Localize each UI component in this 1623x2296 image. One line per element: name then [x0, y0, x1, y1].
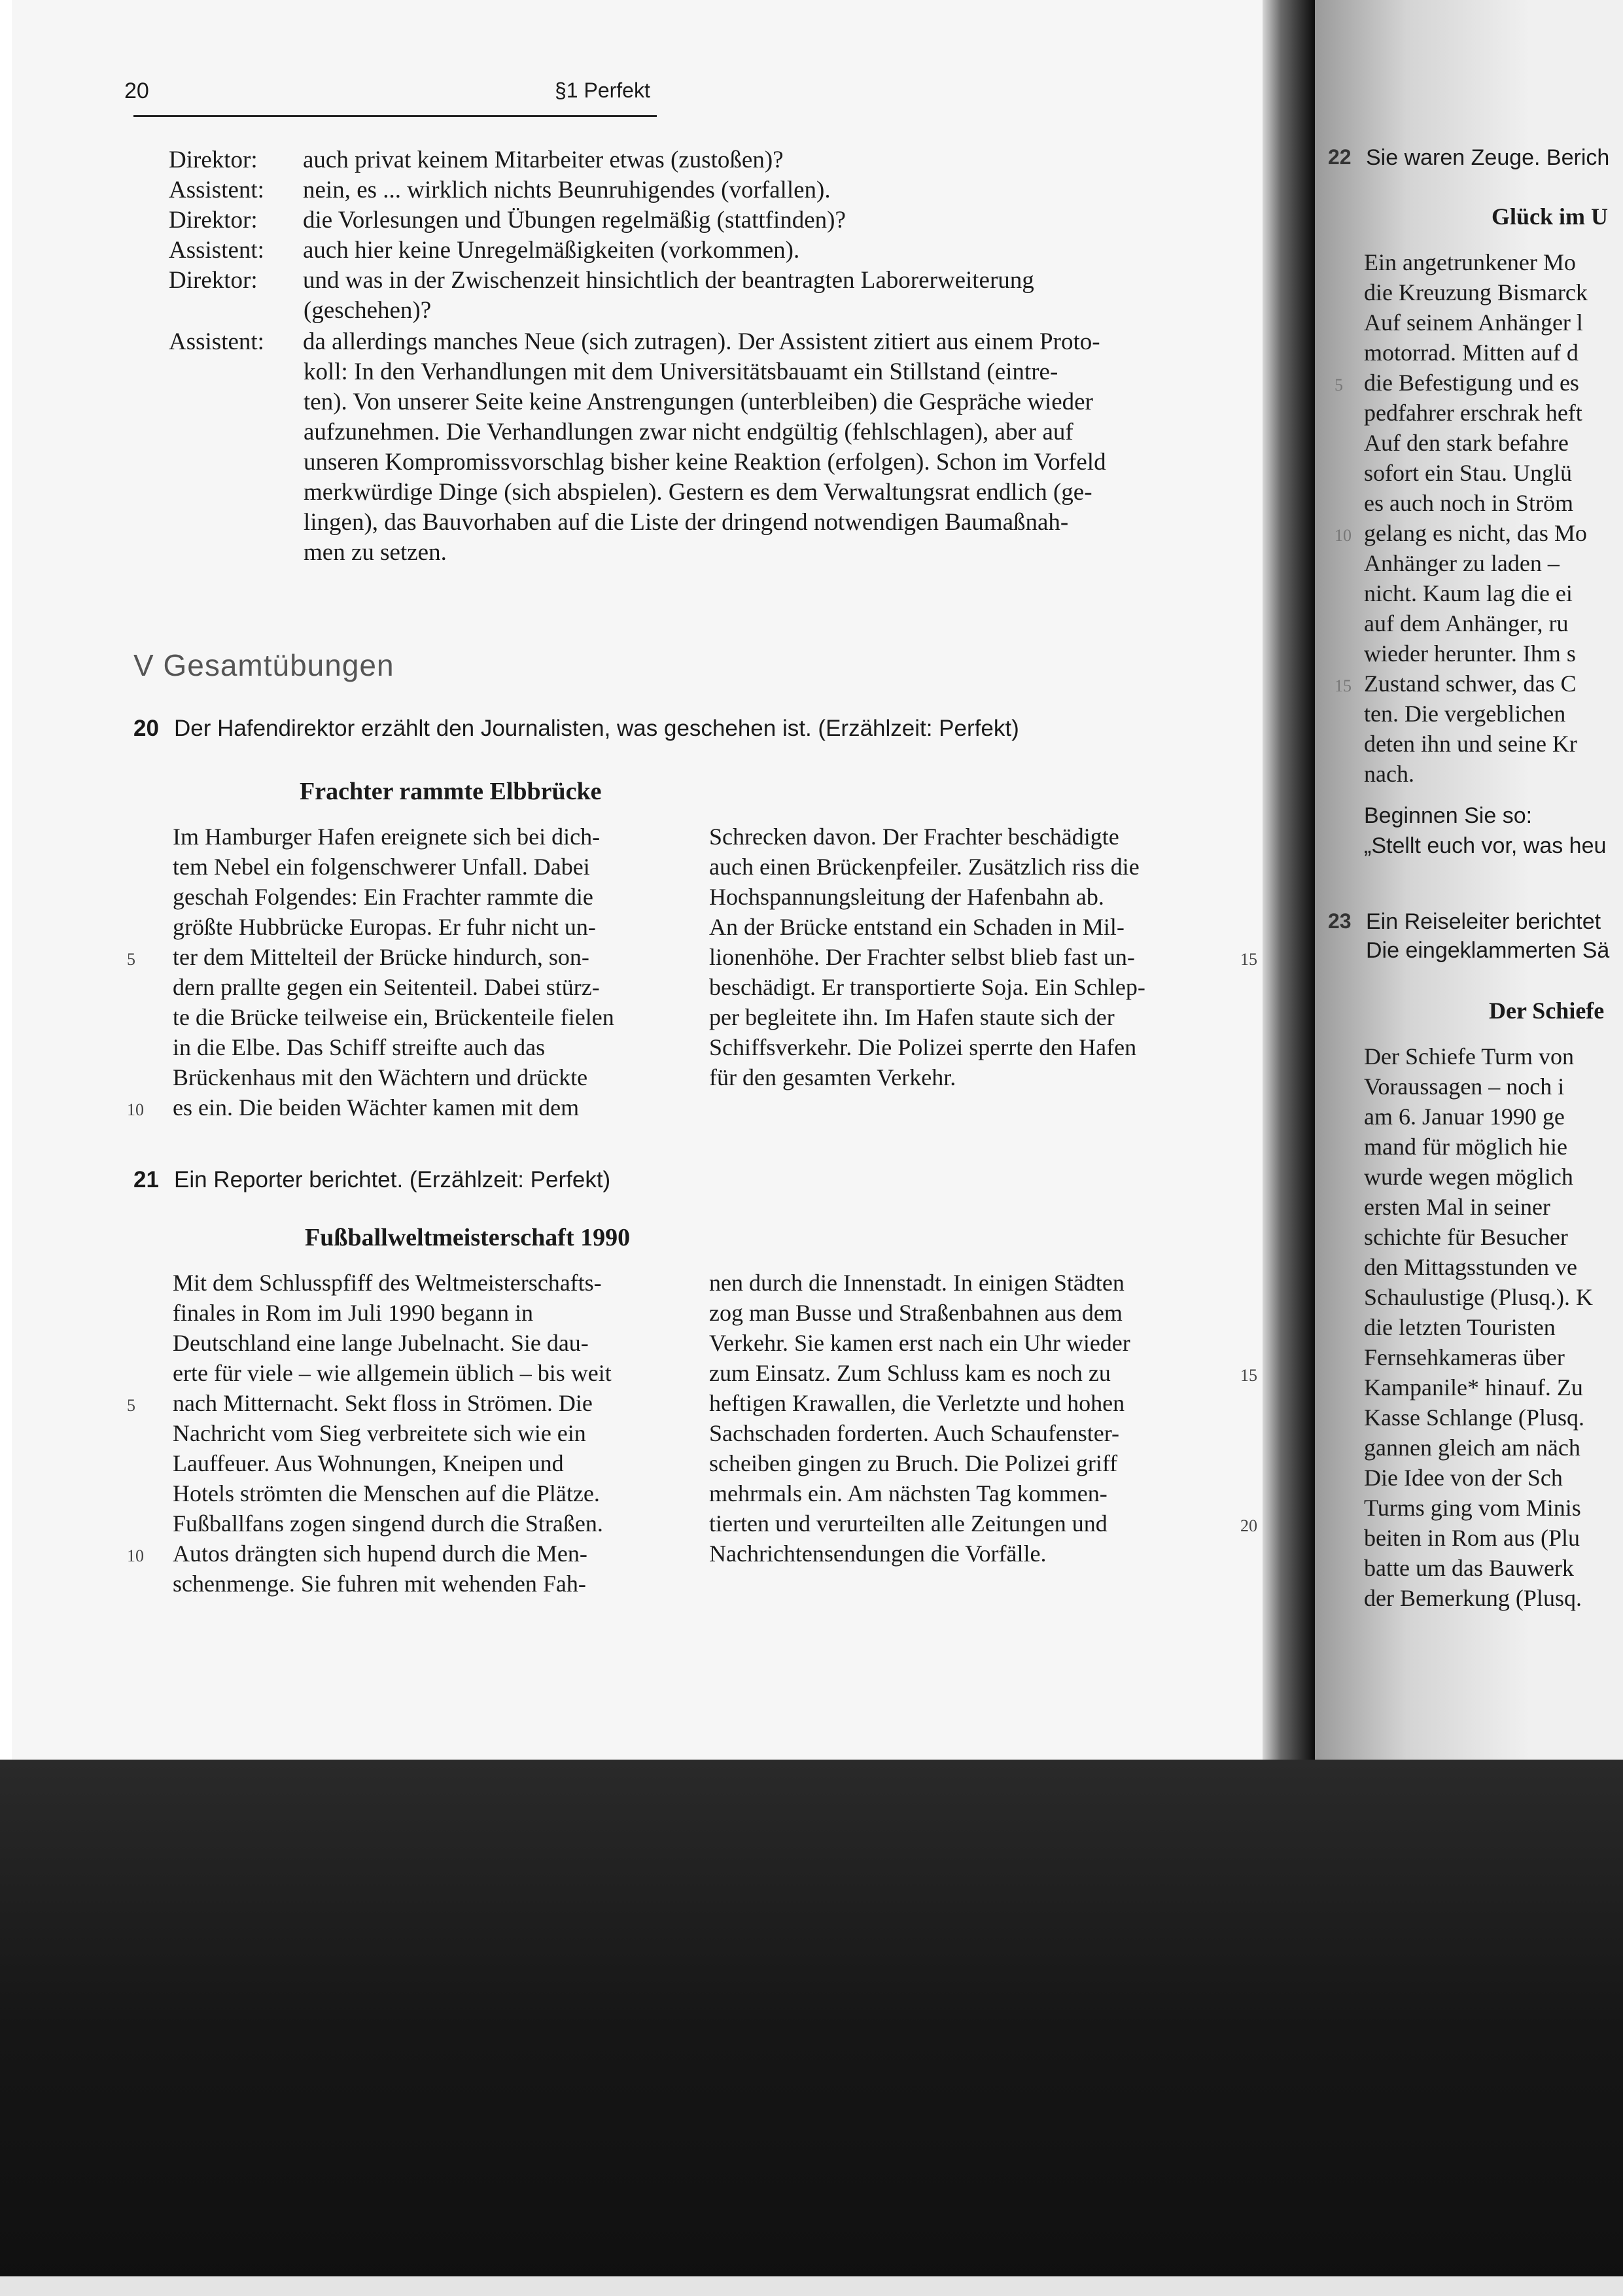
- dialog-text: da allerdings manches Neue (sich zutragen). Der Assistent zitiert aus einem Proto-: [303, 328, 1100, 355]
- dialog-continuation: lingen), das Bauvorhaben auf die Liste der dringend notwendigen Baumaßnah-: [304, 509, 1069, 536]
- story-title: Fußballweltmeisterschaft 1990: [305, 1224, 631, 1251]
- line-number: 15: [1335, 676, 1352, 695]
- dialog-text: auch hier keine Unregelmäßigkeiten (vorkommen).: [303, 237, 800, 264]
- text-line: für den gesamten Verkehr.: [709, 1064, 956, 1090]
- text-line: auch einen Brückenpfeiler. Zusätzlich riss die: [709, 854, 1140, 880]
- text-line: tierten und verurteilten alle Zeitungen und: [709, 1510, 1108, 1537]
- dialog-text: und was in der Zwischenzeit hinsichtlich der beantragten Laborerweiterung: [303, 267, 1034, 294]
- exercise-number: 21: [133, 1167, 159, 1192]
- exercise-instruction: Ein Reiseleiter berichtet: [1366, 909, 1601, 934]
- text-line: Nachricht vom Sieg verbreitete sich wie ein: [173, 1420, 586, 1446]
- exercise-number: 22: [1328, 145, 1352, 169]
- text-line: lionenhöhe. Der Frachter selbst blieb fast un-: [709, 944, 1135, 970]
- text-line: gelang es nicht, das Mo: [1364, 520, 1587, 546]
- text-line: per begleitete ihn. Im Hafen staute sich der: [709, 1004, 1115, 1030]
- text-line: pedfahrer erschrak heft: [1364, 400, 1582, 426]
- text-line: Der Schiefe Turm von: [1364, 1043, 1574, 1070]
- text-line: Hochspannungsleitung der Hafenbahn ab.: [709, 884, 1104, 910]
- text-line: tem Nebel ein folgenschwerer Unfall. Dabei: [173, 854, 590, 880]
- text-line: Zustand schwer, das C: [1364, 670, 1577, 697]
- speaker-label: Direktor:: [169, 147, 258, 173]
- story-title: Glück im U: [1492, 203, 1609, 230]
- text-line: Schiffsverkehr. Die Polizei sperrte den Hafen: [709, 1034, 1137, 1060]
- dialog-continuation: ten). Von unserer Seite keine Anstrengungen (unterbleiben) die Gespräche wieder: [304, 389, 1093, 415]
- text-line: gannen gleich am näch: [1364, 1435, 1580, 1461]
- text-line: beschädigt. Er transportierte Soja. Ein Schlep-: [709, 974, 1145, 1000]
- text-line: Verkehr. Sie kamen erst nach ein Uhr wieder: [709, 1330, 1130, 1356]
- text-line: nach.: [1364, 761, 1414, 787]
- text-line: nicht. Kaum lag die ei: [1364, 580, 1573, 606]
- text-line: Fußballfans zogen singend durch die Straßen.: [173, 1510, 603, 1537]
- dialog-line: [169, 145, 784, 175]
- dialog-continuation: unseren Kompromissvorschlag bisher keine Reaktion (erfolgen). Schon im Vorfeld: [304, 449, 1106, 476]
- text-line: beiten in Rom aus (Plu: [1364, 1525, 1580, 1551]
- dialog-text: auch privat keinem Mitarbeiter etwas (zustoßen)?: [303, 147, 784, 173]
- text-line: ten. Die vergeblichen: [1364, 701, 1566, 727]
- begin-text: „Stellt euch vor, was heu: [1364, 833, 1607, 858]
- text-line: scheiben gingen zu Bruch. Die Polizei griff: [709, 1450, 1118, 1476]
- speaker-label: Direktor:: [169, 207, 258, 234]
- text-line: in die Elbe. Das Schiff streifte auch das: [173, 1034, 546, 1060]
- line-number: 15: [1240, 1366, 1257, 1385]
- speaker-label: Assistent:: [169, 328, 264, 355]
- exercise-instruction: Ein Reporter berichtet. (Erzählzeit: Perfekt): [174, 1167, 611, 1192]
- text-line: ter dem Mittelteil der Brücke hindurch, son-: [173, 944, 589, 970]
- text-line: erte für viele – wie allgemein üblich – bis weit: [173, 1360, 612, 1386]
- speaker-label: Assistent:: [169, 177, 264, 203]
- section-heading: V Gesamtübungen: [133, 648, 394, 682]
- text-line: nach Mitternacht. Sekt floss in Strömen. Die: [173, 1390, 593, 1416]
- dialog-continuation: aufzunehmen. Die Verhandlungen zwar nicht endgültig (fehlschlagen), aber auf: [304, 419, 1073, 445]
- text-line: Kampanile* hinauf. Zu: [1364, 1374, 1583, 1400]
- text-line: motorrad. Mitten auf d: [1364, 339, 1579, 366]
- exercise-number: 23: [1328, 909, 1352, 933]
- exercise-instruction: Sie waren Zeuge. Berich: [1366, 145, 1610, 170]
- text-line: An der Brücke entstand ein Schaden in Mil-: [709, 914, 1125, 940]
- dialog-continuation: men zu setzen.: [304, 539, 447, 566]
- text-line: die Befestigung und es: [1364, 370, 1579, 396]
- text-line: auf dem Anhänger, ru: [1364, 610, 1569, 636]
- text-line: Die Idee von der Sch: [1364, 1465, 1563, 1491]
- text-line: sofort ein Stau. Unglü: [1364, 460, 1572, 486]
- text-line: die letzten Touristen: [1364, 1314, 1556, 1340]
- dialog-line: [169, 327, 1100, 357]
- text-line: die Kreuzung Bismarck: [1364, 279, 1588, 305]
- text-line: mehrmals ein. Am nächsten Tag kommen-: [709, 1480, 1108, 1506]
- text-line: wieder herunter. Ihm s: [1364, 640, 1576, 667]
- text-line: Mit dem Schlusspfiff des Weltmeisterschafts-: [173, 1270, 602, 1296]
- header-rule: [133, 115, 657, 117]
- dialog-line: [169, 235, 799, 266]
- line-number: 15: [1240, 950, 1257, 969]
- dialog-line: [169, 266, 1034, 296]
- exercise-instruction: Die eingeklammerten Sä: [1366, 938, 1610, 963]
- text-line: Voraussagen – noch i: [1364, 1073, 1565, 1100]
- scan-edge: [0, 2276, 1623, 2296]
- speaker-label: Assistent:: [169, 237, 264, 264]
- text-line: mand für möglich hie: [1364, 1134, 1567, 1160]
- text-line: zog man Busse und Straßenbahnen aus dem: [709, 1300, 1123, 1326]
- line-number: 20: [1240, 1516, 1257, 1535]
- text-line: te die Brücke teilweise ein, Brückenteile fielen: [173, 1004, 614, 1030]
- text-line: nen durch die Innenstadt. In einigen Städten: [709, 1270, 1125, 1296]
- text-line: Lauffeuer. Aus Wohnungen, Kneipen und: [173, 1450, 564, 1476]
- scan-background: [0, 1760, 1623, 2296]
- story-title: Der Schiefe: [1489, 998, 1605, 1024]
- text-line: Hotels strömten die Menschen auf die Plätze.: [173, 1480, 600, 1506]
- text-line: zum Einsatz. Zum Schluss kam es noch zu: [709, 1360, 1111, 1386]
- text-line: Fernsehkameras über: [1364, 1344, 1565, 1370]
- text-line: geschah Folgendes: Ein Frachter rammte die: [173, 884, 593, 910]
- dialog-text: nein, es ... wirklich nichts Beunruhigendes (vorfallen).: [303, 177, 831, 203]
- line-number: 5: [1335, 375, 1343, 394]
- text-line: deten ihn und seine Kr: [1364, 731, 1577, 757]
- text-line: schichte für Besucher: [1364, 1224, 1568, 1250]
- speaker-label: Direktor:: [169, 267, 258, 294]
- text-line: Schaulustige (Plusq.). K: [1364, 1284, 1593, 1310]
- line-number: 5: [127, 950, 135, 969]
- begin-label: Beginnen Sie so:: [1364, 803, 1533, 828]
- text-line: Im Hamburger Hafen ereignete sich bei dich-: [173, 824, 601, 850]
- text-line: Brückenhaus mit den Wächtern und drückte: [173, 1064, 588, 1090]
- text-line: Auf den stark befahre: [1364, 430, 1569, 456]
- text-line: Anhänger zu laden –: [1364, 550, 1560, 576]
- dialog-text: die Vorlesungen und Übungen regelmäßig (stattfinden)?: [303, 207, 846, 234]
- text-line: größte Hubbrücke Europas. Er fuhr nicht un-: [173, 914, 596, 940]
- text-line: batte um das Bauwerk: [1364, 1555, 1574, 1581]
- dialog-continuation: merkwürdige Dinge (sich abspielen). Gestern es dem Verwaltungsrat endlich (ge-: [304, 479, 1092, 506]
- text-line: den Mittagsstunden ve: [1364, 1254, 1577, 1280]
- text-line: heftigen Krawallen, die Verletzte und hohen: [709, 1390, 1125, 1416]
- text-line: wurde wegen möglich: [1364, 1164, 1573, 1190]
- exercise-instruction: Der Hafendirektor erzählt den Journalisten, was geschehen ist. (Erzählzeit: Perfekt): [174, 716, 1019, 741]
- text-line: schenmenge. Sie fuhren mit wehenden Fah-: [173, 1571, 586, 1597]
- line-number: 10: [127, 1546, 144, 1565]
- text-line: es ein. Die beiden Wächter kamen mit dem: [173, 1094, 580, 1121]
- text-line: dern prallte gegen ein Seitenteil. Dabei stürz-: [173, 974, 600, 1000]
- text-line: Turms ging vom Minis: [1364, 1495, 1581, 1521]
- text-line: Deutschland eine lange Jubelnacht. Sie dau-: [173, 1330, 589, 1356]
- text-line: Auf seinem Anhänger l: [1364, 309, 1583, 336]
- text-line: ersten Mal in seiner: [1364, 1194, 1550, 1220]
- line-number: 10: [1335, 526, 1352, 545]
- text-line: Nachrichtensendungen die Vorfälle.: [709, 1540, 1047, 1567]
- text-line: der Bemerkung (Plusq.: [1364, 1585, 1582, 1611]
- page-number: 20: [124, 78, 149, 103]
- running-title: §1 Perfekt: [555, 78, 650, 102]
- dialog-continuation: koll: In den Verhandlungen mit dem Universitätsbauamt ein Stillstand (eintre-: [304, 358, 1058, 385]
- line-number: 5: [127, 1396, 135, 1415]
- text-line: Kasse Schlange (Plusq.: [1364, 1404, 1584, 1431]
- text-line: Ein angetrunkener Mo: [1364, 249, 1576, 275]
- line-number: 10: [127, 1100, 144, 1119]
- text-line: Sachschaden forderten. Auch Schaufenster-: [709, 1420, 1120, 1446]
- text-line: es auch noch in Ström: [1364, 490, 1573, 516]
- dialog-line: [169, 205, 846, 235]
- text-line: finales in Rom im Juli 1990 begann in: [173, 1300, 533, 1326]
- dialog-line: [169, 175, 831, 205]
- text-line: Schrecken davon. Der Frachter beschädigte: [709, 824, 1119, 850]
- story-title: Frachter rammte Elbbrücke: [300, 778, 602, 805]
- text-line: Autos drängten sich hupend durch die Men-: [173, 1540, 587, 1567]
- text-line: am 6. Januar 1990 ge: [1364, 1104, 1565, 1130]
- exercise-number: 20: [133, 716, 159, 741]
- dialog-continuation: (geschehen)?: [304, 297, 432, 324]
